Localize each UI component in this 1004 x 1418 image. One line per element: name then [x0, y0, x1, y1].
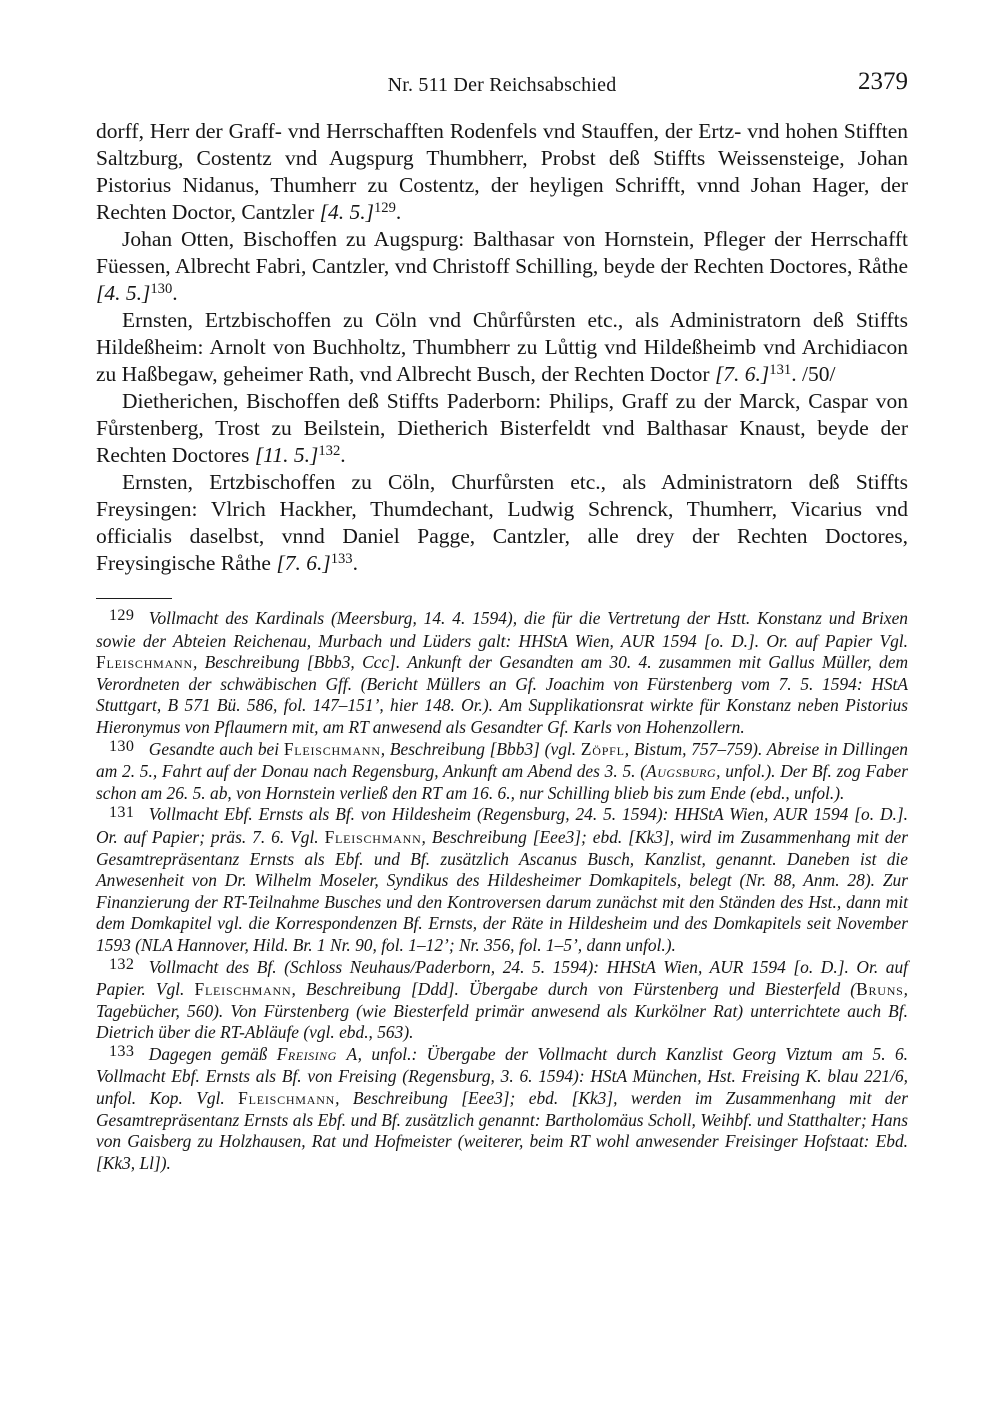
text-run: , Beschreibung [Bbb3, Ccc]. Ankunft der Gesandten am 30. 4. zusammen mit Gallus Müller, dem Verordneten der schwäbischen Gff. (Bericht Müllers an Gf. Joachim von Fürstenberg vom 7. 5. 1594: HStA Stuttgart, B 571 Bü. 586, fol. 147–151’, hier 148. Or.). Am Supplikationsrat wirkte für Konstanz neben Pistorius Hieronymus von Pflaumern mit, am RT anwesend als Gesandter Gf. Karls von Hohenzollern.: [96, 652, 908, 737]
footnote: [96, 804, 908, 956]
footnote-number: 132: [109, 955, 135, 973]
text-run: .: [352, 551, 358, 575]
text-run: Freising A: [276, 1043, 358, 1064]
footnote-ref: 129: [373, 200, 396, 217]
text-run: .: [172, 281, 178, 305]
text-run: [4. 5.]: [96, 281, 151, 305]
footnote-number: 131: [109, 803, 135, 821]
footnote-ref: 130: [150, 281, 173, 298]
text-run: Johan Otten, Bischoffen zu Augspurg: Balthasar von Hornstein, Pfleger der Herrschafft Füessen, Albrecht Fabri, Cantzler, vnd Christoff Schilling, beyde der Rechten Doctores, Råthe: [96, 227, 908, 278]
text-run: Fleischmann: [283, 738, 381, 759]
paragraph: [96, 469, 908, 577]
text-run: , Beschreibung [Eee3]; ebd. [Kk3], wird im Zusammenhang mit der Gesamtrepräsentanz Ernsts als Ebf. und Bf. zusätzlich Ascanus Busch, Kanzlist, genannt. Daneben ist die Anwesenheit von Dr. Wilhelm Moseler, Syndikus des Hildesheimer Domkapitels, belegt (Nr. 88, Anm. 28). Zur Finanzierung der RT-Teilnahme Busches und den Kontroversen darum zunächst mit den Ständen des Hst., dann mit dem Domkapitel vgl. die Korrespondenzen Bf. Ernsts, der Räte in Hildesheim und des Domkapitels seit November 1593 (NLA Hannover, Hild. Br. 1 Nr. 90, fol. 1–12’; Nr. 356, fol. 1–5’, dann unfol.).: [96, 826, 908, 955]
running-head-title: Nr. 511 Der Reichsabschied: [387, 74, 617, 96]
text-run: , Beschreibung [Ddd]. Übergabe durch von Fürstenberg und Biesterfeld (: [291, 979, 857, 1000]
footnote-ref: 132: [318, 443, 341, 460]
text-run: Ernsten, Ertzbischoffen zu Cöln vnd Chůrfůrsten etc., als Administratorn deß Stiffts Hildeßheim: Arnolt von Buchholtz, Thumbherr zu Lůttig vnd Hildeßheimb vnd Archidiacon zu Haßbegaw, geheimer Rath, vnd Albrecht Busch, der Rechten Doctor: [96, 308, 908, 386]
text-run: Vollmacht des Bf. (Schloss Neuhaus/Paderborn, 24. 5. 1594): HHStA Wien, AUR 1594 [o. D.]. Or. auf Papier. Vgl.: [96, 956, 908, 1000]
paragraph: [96, 307, 908, 388]
footnote-separator: [96, 598, 172, 599]
paragraph: [96, 226, 908, 307]
paragraph: [96, 118, 908, 226]
text-run: Augsburg: [646, 761, 717, 782]
text-run: , Beschreibung [Bbb3] (vgl.: [380, 738, 581, 759]
footnote-ref: 131: [769, 362, 792, 379]
text-run: Fleischmann: [238, 1088, 336, 1109]
text-run: [11. 5.]: [254, 443, 319, 467]
footnote: [96, 1044, 908, 1175]
text-run: .: [340, 443, 346, 467]
text-run: , unfol.: Übergabe der Vollmacht durch Kanzlist Georg Viztum am 5. 6. Vollmacht Ebf. Ernsts als Bf. von Freising (Regensburg, 3. 6. 1594): HStA München, Hst. Freising K. blau 221/6, unfol. Kop. Vgl.: [96, 1043, 908, 1109]
main-text: [96, 118, 908, 577]
text-run: [4. 5.]: [319, 200, 374, 224]
text-run: , Bistum, 757–759). Abreise in Dillingen am 2. 5., Fahrt auf der Donau nach Regensburg, Ankunft am Abend des 3. 5. (: [96, 738, 908, 782]
footnote-number: 130: [109, 738, 135, 756]
footnote: [96, 739, 908, 805]
footnote-number: 129: [109, 607, 135, 625]
footnote-ref: 133: [330, 551, 353, 568]
text-run: Dagegen gemäß: [148, 1043, 277, 1064]
footnote: [96, 608, 908, 739]
text-run: [7. 6.]: [714, 362, 770, 386]
text-run: .: [395, 200, 402, 224]
text-run: Fleischmann: [194, 979, 292, 1000]
text-run: . /50/: [791, 362, 836, 386]
page-number: 2379: [858, 68, 908, 95]
text-run: [7. 6.]: [276, 551, 331, 575]
text-run: , unfol.). Der Bf. zog Faber schon am 26. 5. ab, von Hornstein verließ den RT am 16. 6., nur Schilling blieb bis zum Ende (ebd., unfol.).: [96, 761, 908, 803]
text-run: Zöpfl: [580, 738, 625, 759]
text-run: Dietherichen, Bischoffen deß Stiffts Paderborn: Philips, Graff zu der Marck, Caspar von Fůrstenberg, Trost zu Beilstein, Dietherich Bisterfeldt vnd Balthasar Knaust, beyde der Rechten Doctores: [96, 389, 908, 467]
running-head: [96, 68, 908, 102]
text-run: Bruns: [856, 979, 904, 1000]
footnotes: [96, 608, 908, 1174]
text-run: dorff, Herr der Graff- vnd Herrschafften Rodenfels vnd Stauffen, der Ertz- vnd hohen Stifften Saltzburg, Costentz vnd Augspurg Thumbherr, Probst deß Stiffts Weissensteige, Johan Pistorius Nidanus, Thumherr zu Costentz, der heyligen Schrifft, vnnd Johan Hager, der Rechten Doctor, Cantzler: [96, 119, 908, 224]
text-run: Fleischmann: [324, 826, 422, 847]
text-run: , Tagebücher, 560). Von Fürstenberg (wie Biesterfeld primär anwesend als Kurkölner Rat) unterrichtete auch Bf. Dietrich über die RT-Abläufe (vgl. ebd., 563).: [96, 979, 908, 1043]
text-run: Ernsten, Ertzbischoffen zu Cöln, Churfůrsten etc., als Administratorn deß Stiffts Freysingen: Vlrich Hackher, Thumdechant, Ludwig Schrenck, Thumherr, Vicarius vnd officialis daselbst, vnnd Daniel Pagge, Cantzler, alle drey der Rechten Doctores, Freysingische Råthe: [96, 470, 908, 575]
text-run: Fleischmann: [96, 652, 193, 673]
text-run: Gesandte auch bei: [148, 738, 284, 759]
text-run: Vollmacht Ebf. Ernsts als Bf. von Hildesheim (Regensburg, 24. 5. 1594): HHStA Wien, AUR 1594 [o. D.]. Or. auf Papier; präs. 7. 6. Vgl.: [96, 804, 908, 847]
paragraph: [96, 388, 908, 469]
footnote-number: 133: [109, 1043, 135, 1061]
text-run: Vollmacht des Kardinals (Meersburg, 14. 4. 1594), die für die Vertretung der Hstt. Konstanz und Brixen sowie der Abteien Reichenau, Murbach und Lüders galt: HHStA Wien, AUR 1594 [o. D.]. Or. auf Papier Vgl.: [96, 608, 908, 651]
text-run: , Beschreibung [Eee3]; ebd. [Kk3], werden im Zusammenhang mit der Gesamtrepräsentanz Ernsts als Ebf. und Bf. zusätzlich genannt: Bartholomäus Scholl, Weihbf. und Statthalter; Hans von Gaisberg zu Holzhausen, Rat und Hofmeister (weiterer, beim RT wohl anwesender Freisinger Hofstaat: Ebd. [Kk3, Ll]).: [96, 1088, 908, 1173]
footnote: [96, 957, 908, 1044]
